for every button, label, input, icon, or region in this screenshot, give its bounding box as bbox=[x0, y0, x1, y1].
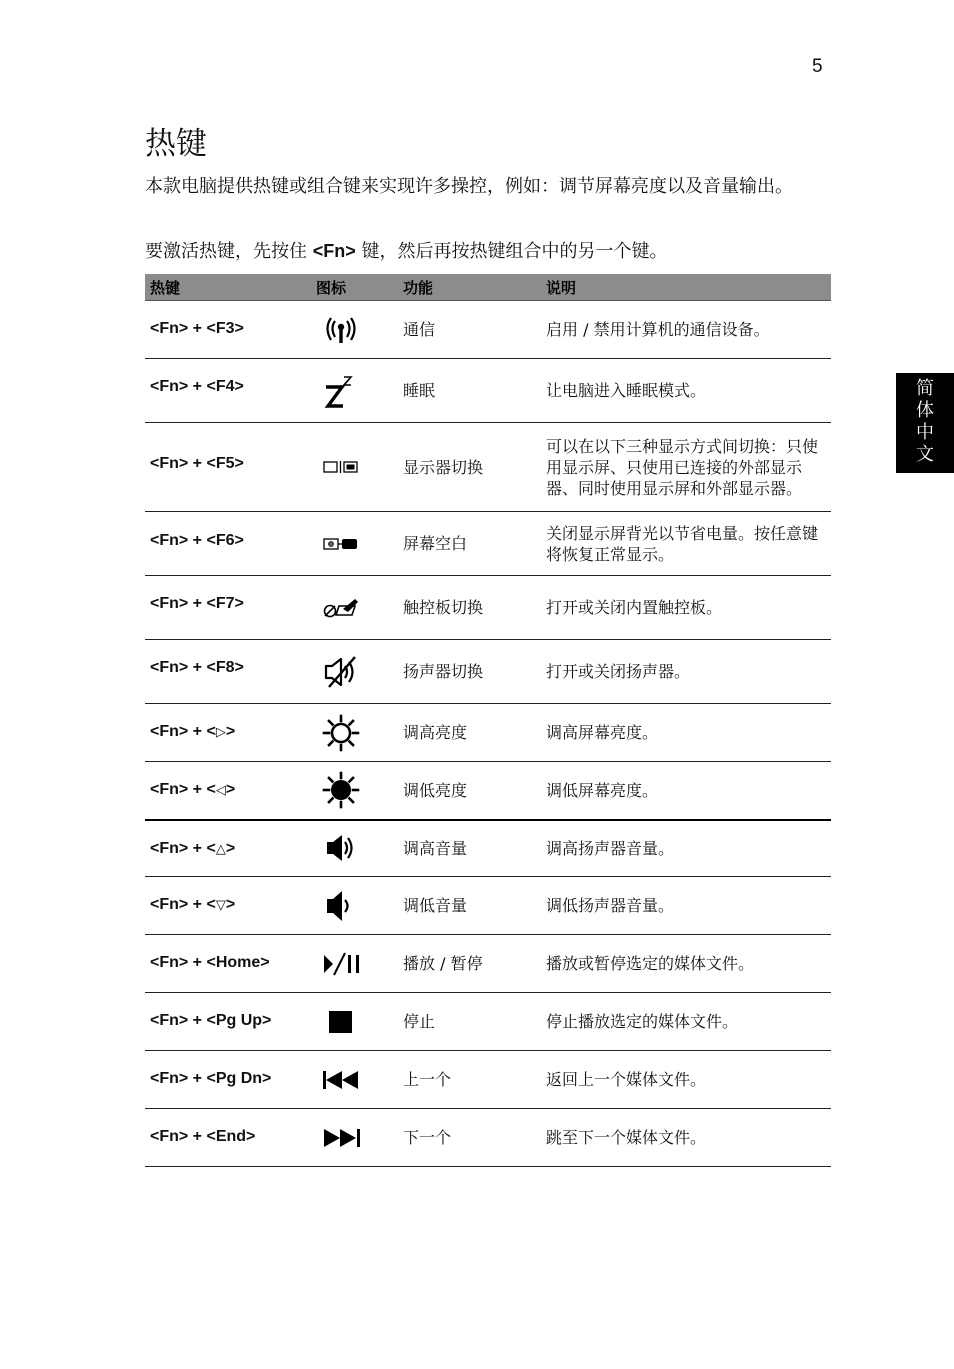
function-cell: 调高亮度 bbox=[398, 704, 541, 762]
page-title: 热键 bbox=[145, 126, 207, 162]
hotkey-cell bbox=[145, 820, 311, 877]
description-cell: 调低屏幕亮度。 bbox=[541, 762, 831, 820]
right-arrow-key-symbol: ▷ bbox=[215, 724, 226, 739]
hotkey-cell bbox=[145, 762, 311, 820]
hotkey-cell: <Fn> + <End> bbox=[145, 1109, 311, 1167]
function-cell: 调低音量 bbox=[398, 877, 541, 935]
description-cell: 可以在以下三种显示方式间切换：只使用显示屏、只使用已连接的外部显示器、同时使用显示屏和外部显示器。 bbox=[541, 423, 831, 512]
language-tab-char: 体 bbox=[916, 400, 934, 421]
hotkey-cell: <Fn> + <F8> bbox=[145, 640, 311, 704]
table-row bbox=[145, 512, 831, 576]
table-row bbox=[145, 576, 831, 640]
description-cell: 关闭显示屏背光以节省电量。按任意键将恢复正常显示。 bbox=[541, 512, 831, 576]
description-cell: 打开或关闭内置触控板。 bbox=[541, 576, 831, 640]
table-row bbox=[145, 640, 831, 704]
hotkey-cell: <Fn> + <F3> bbox=[145, 301, 311, 359]
key-prefix: <Fn> + < bbox=[150, 723, 216, 740]
key-prefix: <Fn> + < bbox=[150, 839, 216, 857]
touchpad-toggle-icon bbox=[321, 595, 361, 621]
icon-cell bbox=[311, 704, 398, 762]
description-cell: 跳至下一个媒体文件。 bbox=[541, 1109, 831, 1167]
column-header-function: 功能 bbox=[398, 274, 541, 301]
fn-key-label: <Fn> bbox=[312, 241, 356, 261]
down-arrow-key-symbol: ▽ bbox=[215, 897, 226, 912]
play-pause-icon bbox=[321, 950, 365, 978]
screen-blank-icon bbox=[321, 536, 361, 552]
function-cell: 上一个 bbox=[398, 1051, 541, 1109]
description-cell: 调高扬声器音量。 bbox=[541, 820, 831, 877]
icon-cell bbox=[311, 512, 398, 576]
description-cell: 调低扬声器音量。 bbox=[541, 877, 831, 935]
table-row bbox=[145, 301, 831, 359]
table-row bbox=[145, 1051, 831, 1109]
description-cell: 启用 / 禁用计算机的通信设备。 bbox=[541, 301, 831, 359]
previous-track-icon bbox=[321, 1068, 367, 1092]
icon-cell bbox=[311, 576, 398, 640]
brightness-down-icon bbox=[321, 770, 361, 810]
function-cell: 下一个 bbox=[398, 1109, 541, 1167]
display-switch-icon bbox=[321, 459, 361, 475]
volume-up-icon bbox=[321, 832, 361, 864]
function-cell: 屏幕空白 bbox=[398, 512, 541, 576]
column-header-hotkey: 热键 bbox=[145, 274, 311, 301]
table-row bbox=[145, 359, 831, 423]
icon-cell bbox=[311, 1051, 398, 1109]
icon-cell bbox=[311, 640, 398, 704]
column-header-icon: 图标 bbox=[311, 274, 398, 301]
icon-cell bbox=[311, 877, 398, 935]
key-suffix: > bbox=[225, 839, 236, 857]
function-cell: 扬声器切换 bbox=[398, 640, 541, 704]
icon-cell bbox=[311, 993, 398, 1051]
hotkey-cell bbox=[145, 704, 311, 762]
icon-cell bbox=[311, 762, 398, 820]
icon-cell bbox=[311, 359, 398, 423]
sleep-zz-icon bbox=[321, 371, 361, 411]
description-cell: 调高屏幕亮度。 bbox=[541, 704, 831, 762]
speaker-toggle-icon bbox=[321, 655, 361, 689]
icon-cell bbox=[311, 820, 398, 877]
language-tab-char: 中 bbox=[916, 422, 934, 443]
language-tab-char: 文 bbox=[916, 444, 934, 465]
hotkey-cell: <Fn> + <F6> bbox=[145, 512, 311, 576]
language-tab-char: 简 bbox=[916, 378, 934, 399]
intro-text: 键，然后再按热键组合中的另一个键。 bbox=[355, 241, 668, 262]
hotkey-cell bbox=[145, 877, 311, 935]
table-row bbox=[145, 762, 831, 820]
language-tab bbox=[896, 373, 954, 473]
key-suffix: > bbox=[225, 723, 236, 740]
description-cell: 停止播放选定的媒体文件。 bbox=[541, 993, 831, 1051]
icon-cell bbox=[311, 935, 398, 993]
table-row bbox=[145, 704, 831, 762]
function-cell: 通信 bbox=[398, 301, 541, 359]
icon-cell bbox=[311, 301, 398, 359]
table-header-row bbox=[145, 274, 831, 301]
next-track-icon bbox=[321, 1126, 367, 1150]
key-suffix: > bbox=[225, 781, 236, 798]
table-row bbox=[145, 820, 831, 877]
key-prefix: <Fn> + < bbox=[150, 896, 216, 913]
hotkey-cell: <Fn> + <Home> bbox=[145, 935, 311, 993]
intro-instruction bbox=[145, 239, 835, 264]
hotkey-cell: <Fn> + <Pg Up> bbox=[145, 993, 311, 1051]
key-prefix: <Fn> + < bbox=[150, 781, 216, 798]
intro-paragraph: 本款电脑提供热键或组合键来实现许多操控，例如：调节屏幕亮度以及音量输出。 bbox=[145, 176, 793, 197]
hotkey-table bbox=[145, 274, 831, 1167]
description-cell: 让电脑进入睡眠模式。 bbox=[541, 359, 831, 423]
function-cell: 显示器切换 bbox=[398, 423, 541, 512]
wireless-communication-icon bbox=[321, 314, 361, 346]
description-cell: 打开或关闭扬声器。 bbox=[541, 640, 831, 704]
hotkey-cell: <Fn> + <F7> bbox=[145, 576, 311, 640]
description-cell: 播放或暂停选定的媒体文件。 bbox=[541, 935, 831, 993]
volume-down-icon bbox=[321, 887, 361, 925]
hotkey-cell: <Fn> + <F5> bbox=[145, 423, 311, 512]
stop-icon bbox=[321, 1008, 361, 1036]
brightness-up-icon bbox=[321, 713, 361, 753]
column-header-description: 说明 bbox=[541, 274, 831, 301]
table-row bbox=[145, 935, 831, 993]
function-cell: 触控板切换 bbox=[398, 576, 541, 640]
function-cell: 调高音量 bbox=[398, 820, 541, 877]
intro-text: 要激活热键，先按住 bbox=[145, 241, 313, 262]
icon-cell bbox=[311, 1109, 398, 1167]
hotkey-cell: <Fn> + <Pg Dn> bbox=[145, 1051, 311, 1109]
page-number: 5 bbox=[812, 56, 823, 77]
left-arrow-key-symbol: ◁ bbox=[215, 782, 226, 797]
icon-cell bbox=[311, 423, 398, 512]
table-row bbox=[145, 993, 831, 1051]
hotkey-cell: <Fn> + <F4> bbox=[145, 359, 311, 423]
up-arrow-key-symbol: △ bbox=[215, 840, 226, 856]
function-cell: 睡眠 bbox=[398, 359, 541, 423]
key-suffix: > bbox=[225, 896, 236, 913]
function-cell: 停止 bbox=[398, 993, 541, 1051]
function-cell: 播放 / 暂停 bbox=[398, 935, 541, 993]
description-cell: 返回上一个媒体文件。 bbox=[541, 1051, 831, 1109]
table-row bbox=[145, 877, 831, 935]
function-cell: 调低亮度 bbox=[398, 762, 541, 820]
table-row bbox=[145, 1109, 831, 1167]
table-row bbox=[145, 423, 831, 512]
